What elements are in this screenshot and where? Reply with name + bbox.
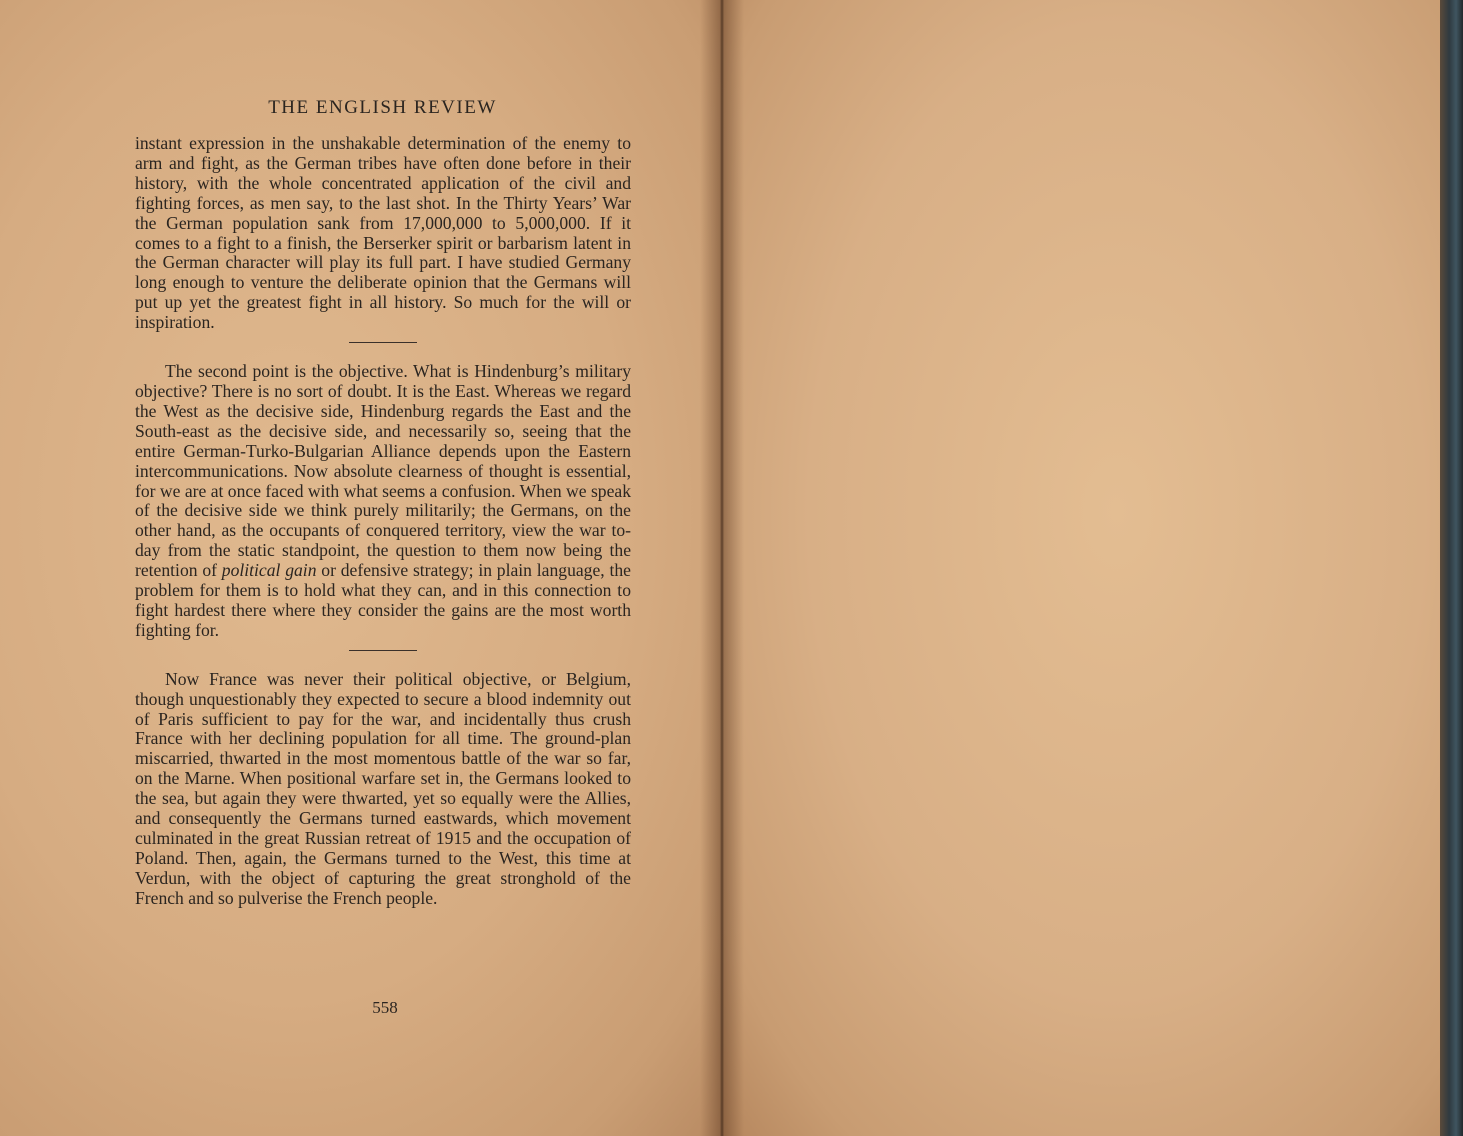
paragraph-3: Now France was never their political objective, or Belgium, though unquestionably they expected to secure a blood indemnity out of Paris sufficient to pay for the war, and incidentally thus crush France with her declining population for all time. The ground-plan miscarried, thwarted in the most momentous battle of the war so far, on the Marne. When positional warfare set in, the Germans looked to the sea, but again they were thwarted, yet so equally were the Allies, and consequently the Germans turned eastwards, which movement culminated in the great Russian retreat of 1915 and the occupation of Poland. Then, again, the Germans turned to the West, this time at Verdun, with the object of capturing the great stronghold of the French and so pulverise the French people. <box>135 668 631 908</box>
book-gutter <box>700 0 744 1136</box>
section-rule <box>349 342 417 343</box>
page-number-left: 558 <box>372 998 398 1017</box>
section-rule <box>349 650 417 651</box>
paragraph-1: instant expression in the unshakable determination of the enemy to arm and fight, as the German tribes have often done before in their history, with the whole concentrated application of the civil and fighting forces, as men say, to the last shot. In the Thirty Years’ War the German population sank from 17,000,000 to 5,000,000. If it comes to a fight to a finish, the Berserker spirit or barbarism latent in the German character will play its full part. I have studied Germany long enough to venture the deliberate opinion that the Germans will put up yet the greatest fight in all history. So much for the will or inspiration. <box>135 133 631 333</box>
left-page <box>0 0 722 1136</box>
italic-phrase: political gain <box>221 560 317 581</box>
paragraph-2: The second point is the objective. What is Hindenburg’s military objective? There is no sort of doubt. It is the East. Whereas we regard the West as the decisive side, Hindenburg regards the East and the South-east as the decisive side, and necessarily so, seeing that the entire German-Turko-Bulgarian Alliance depends upon the Eastern intercommunications. Now absolute clearness of thought is essential, for we are at once faced with what seems a confusion. When we speak of the decisive side we think purely militarily; the Germans, on the other hand, as the occupants of conquered territory, view the war to-day from the static standpoint, the question to them now being the retention of political gain or defensive strategy; in plain language, the problem for them is to hold what they can, and in this connection to fight hardest there where they consider the gains are the most worth fighting for. <box>135 361 632 640</box>
running-head-left: THE ENGLISH REVIEW <box>268 97 497 118</box>
right-page <box>722 0 1440 1136</box>
book-cover-edge <box>1440 0 1463 1136</box>
left-column-text <box>135 134 631 909</box>
